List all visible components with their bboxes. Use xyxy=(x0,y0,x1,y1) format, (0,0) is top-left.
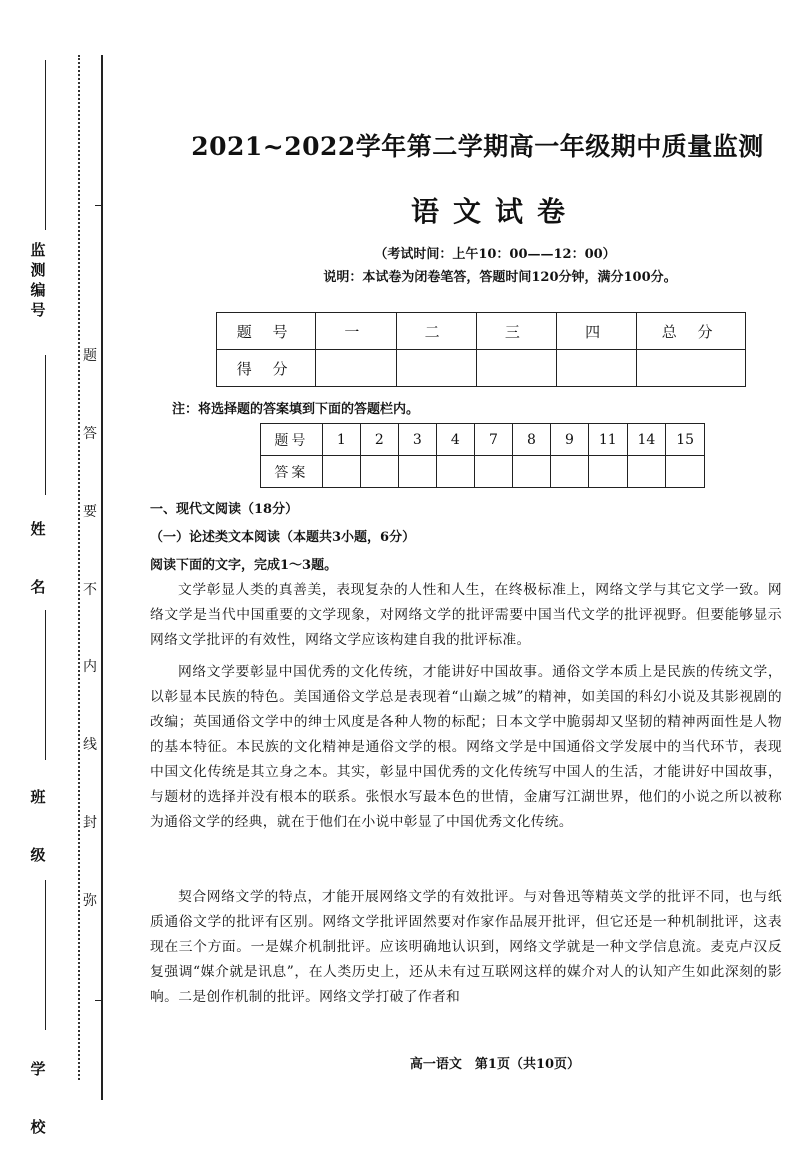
section-heading: 一、现代文阅读（18分） xyxy=(150,502,299,517)
question-number: 1 xyxy=(322,424,360,456)
school-blank[interactable] xyxy=(45,880,46,1030)
seal-char: 答 xyxy=(83,425,97,442)
seal-char: 线 xyxy=(83,737,97,754)
question-number: 11 xyxy=(588,424,627,456)
score-cell[interactable] xyxy=(637,350,746,387)
answer-cell[interactable] xyxy=(666,456,705,488)
side-label-name: 姓名 xyxy=(30,520,46,596)
answer-cell[interactable] xyxy=(398,456,436,488)
side-label-school: 学校 xyxy=(30,1060,46,1136)
score-header: 总 分 xyxy=(637,313,746,350)
seal-char: 要 xyxy=(83,503,97,520)
passage-paragraph: 契合网络文学的特点，才能开展网络文学的有效批评。与对鲁迅等精英文学的批评不同，也与纸质通俗文学的批评有区别。网络文学批评固然要对作家作品展开批评，但它还是一种机制批评，这表现在三个方面。一是媒介机制批评。应该明确地认识到，网络文学就是一种文学信息流。麦克卢汉反复强调“媒介就是讯息”，在人类历史上，还从未有过互联网这样的媒介对人的认知产生如此深刻的影响。二是创作机制的批评。网络文学打破了作者和 xyxy=(150,889,782,1005)
score-header: 三 xyxy=(476,313,556,350)
question-number: 15 xyxy=(666,424,705,456)
answer-number-label: 题号 xyxy=(261,424,323,456)
score-header: 二 xyxy=(396,313,476,350)
class-blank[interactable] xyxy=(45,610,46,760)
score-row-label: 得 分 xyxy=(217,350,316,387)
answer-cell[interactable] xyxy=(627,456,666,488)
question-number: 7 xyxy=(474,424,512,456)
seal-line-text xyxy=(80,345,100,910)
seal-char: 封 xyxy=(83,815,97,832)
reading-instruction: 阅读下面的文字，完成1～3题。 xyxy=(150,558,338,573)
answer-cell[interactable] xyxy=(436,456,474,488)
score-table-header-row xyxy=(217,313,746,350)
margin-tick xyxy=(95,1000,101,1001)
seal-char: 弥 xyxy=(83,892,97,909)
answer-note: 注：将选择题的答案填到下面的答题栏内。 xyxy=(172,402,420,417)
subject-title: 语文试卷 xyxy=(410,195,579,228)
margin-tick xyxy=(95,205,101,206)
exam-title: 2021~2022学年第二学期高一年级期中质量监测 xyxy=(191,132,764,161)
passage-paragraph: 文学彰显人类的真善美，表现复杂的人性和人生，在终极标准上，网络文学与其它文学一致。网络文学是当代中国重要的文学现象，对网络文学的批评需要中国当代文学的批评视野。但要能够显示网络文学批评的有效性，网络文学应该构建自我的批评标准。 xyxy=(150,582,782,648)
question-number: 14 xyxy=(627,424,666,456)
passage-paragraph: 网络文学要彰显中国优秀的文化传统，才能讲好中国故事。通俗文学本质上是民族的传统文学，以彰显本民族的特色。美国通俗文学总是表现着“山巅之城”的精神，如美国的科幻小说及其影视剧的改编；英国通俗文学中的绅士风度是各种人物的标配；日本文学中脆弱却又坚韧的精神两面性是人物的基本特征。本民族的文化精神是通俗文学的根。网络文学是中国通俗文学发展中的当代环节，表现中国文化传统是其立身之本。其实，彰显中国优秀的文化传统写中国人的生活，才能讲好中国故事，与题材的选择并没有根本的联系。张恨水写最本色的世情，金庸写江湖世界，他们的小说之所以被称为通俗文学的经典，就在于他们在小说中彰显了中国优秀文化传统。 xyxy=(150,664,782,830)
seal-char: 不 xyxy=(83,581,97,598)
score-header: 四 xyxy=(556,313,636,350)
answer-fill-row xyxy=(261,456,705,488)
score-header: 一 xyxy=(316,313,396,350)
answer-cell[interactable] xyxy=(322,456,360,488)
answer-cell[interactable] xyxy=(474,456,512,488)
answer-table xyxy=(260,423,705,488)
answer-cell[interactable] xyxy=(550,456,588,488)
question-number: 3 xyxy=(398,424,436,456)
answer-cell[interactable] xyxy=(512,456,550,488)
sub-section-heading: （一）论述类文本阅读（本题共3小题，6分） xyxy=(150,530,416,545)
seal-char: 内 xyxy=(83,659,97,676)
score-table xyxy=(216,312,746,387)
score-cell[interactable] xyxy=(316,350,396,387)
solid-border-line xyxy=(101,55,103,1100)
answer-label: 答案 xyxy=(261,456,323,488)
question-number: 4 xyxy=(436,424,474,456)
score-cell[interactable] xyxy=(476,350,556,387)
question-number: 9 xyxy=(550,424,588,456)
side-label-monitor-number: 监测编号 xyxy=(30,241,46,319)
score-cell[interactable] xyxy=(396,350,476,387)
answer-number-row xyxy=(261,424,705,456)
monitor-number-blank[interactable] xyxy=(45,60,46,230)
exam-time: （考试时间：上午10：00——12：00） xyxy=(374,247,616,262)
answer-cell[interactable] xyxy=(360,456,398,488)
exam-instructions: 说明：本试卷为闭卷笔答，答题时间120分钟，满分100分。 xyxy=(323,270,677,285)
side-label-class: 班级 xyxy=(30,788,46,864)
page-footer: 高一语文 第1页（共10页） xyxy=(409,1057,581,1072)
name-blank[interactable] xyxy=(45,355,46,495)
score-header: 题 号 xyxy=(217,313,316,350)
answer-cell[interactable] xyxy=(588,456,627,488)
seal-char: 题 xyxy=(83,348,97,364)
score-cell[interactable] xyxy=(556,350,636,387)
score-table-score-row xyxy=(217,350,746,387)
binding-margin xyxy=(0,0,112,1136)
question-number: 8 xyxy=(512,424,550,456)
question-number: 2 xyxy=(360,424,398,456)
